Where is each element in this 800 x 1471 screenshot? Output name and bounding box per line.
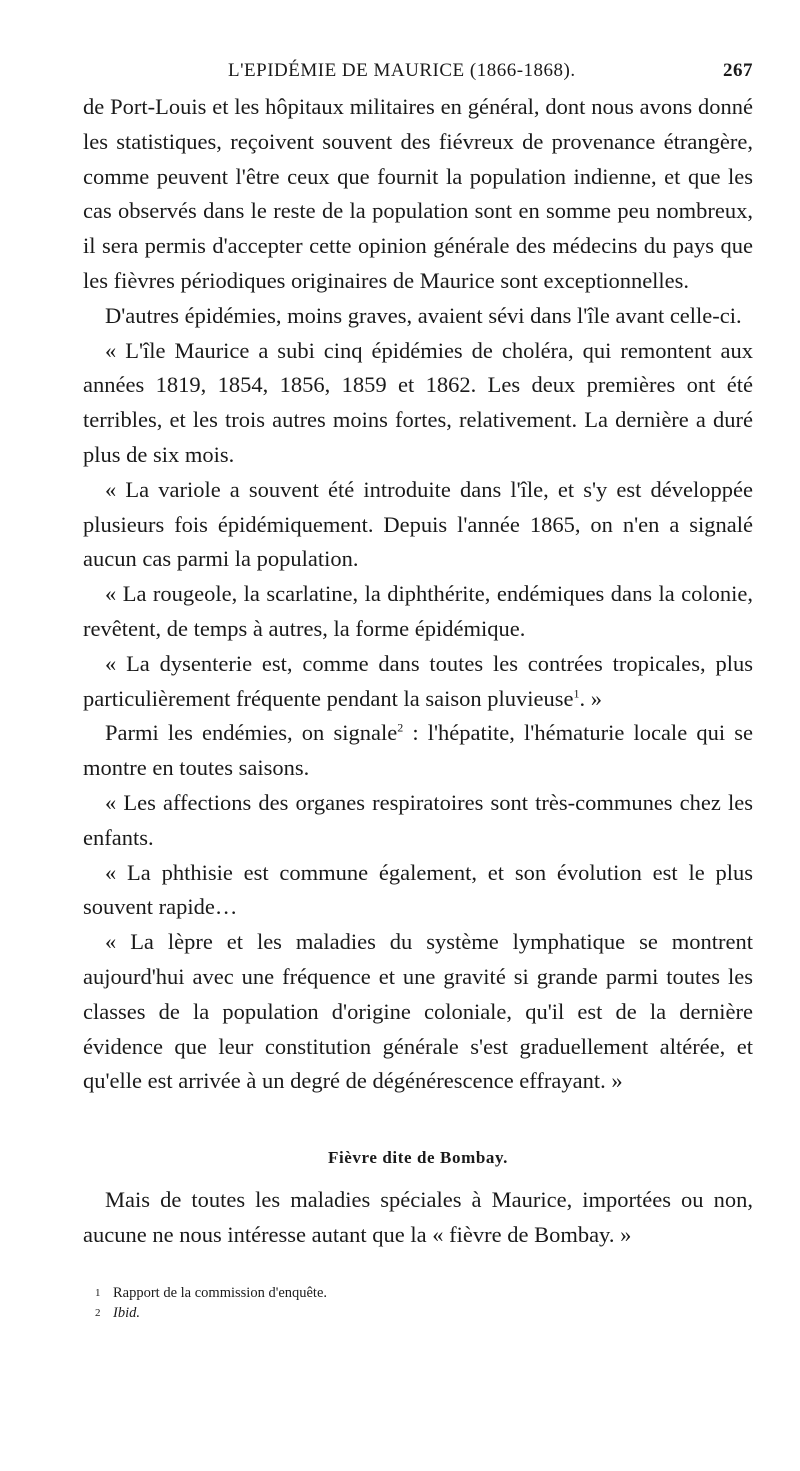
running-head — [83, 60, 753, 88]
paragraph-text-end: . » — [579, 685, 602, 711]
paragraph-text-end: : l'hépatite, l'hématurie locale qui se montre en toutes saisons. — [83, 720, 753, 781]
paragraph: « La rougeole, la scarlatine, la diphthérite, endémiques dans la colonie, revêtent, de temps à autres, la forme épidémique. — [83, 581, 753, 641]
page-number: 267 — [723, 60, 753, 81]
running-title: L'EPIDÉMIE DE MAURICE (1866-1868). — [228, 60, 576, 81]
footnote-ref: 2 — [397, 720, 404, 735]
footnotes — [83, 1283, 753, 1323]
body-text — [83, 90, 753, 1099]
paragraph: « L'île Maurice a subi cinq épidémies de choléra, qui remontent aux années 1819, 1854, 1856, 1859 et 1862. Les deux premières ont été terribles, et les trois autres moins fortes, relativement. La dernière a duré plus de six mois. — [83, 337, 753, 467]
footnote-marker: 1 — [95, 1287, 101, 1299]
section-text — [83, 1183, 753, 1253]
footnote-ref: 1 — [573, 686, 580, 701]
paragraph: « La variole a souvent été introduite dans l'île, et s'y est développée plusieurs fois épidémiquement. Depuis l'année 1865, on n'en a signalé aucun cas parmi la population. — [83, 476, 753, 572]
footnote — [83, 1283, 753, 1303]
paragraph — [83, 716, 753, 786]
paragraph: « Les affections des organes respiratoires sont très-communes chez les enfants. — [83, 789, 753, 850]
paragraph: de Port-Louis et les hôpitaux militaires en général, dont nous avons donné les statistiques, reçoivent souvent des fiévreux de provenance étrangère, comme peuvent l'être ceux que fournit la population indienne, et que les cas observés dans le reste de la population sont en somme peu nombreux, il sera permis d'accepter cette opinion générale des médecins du pays que les fièvres périodiques originaires de Maurice sont exceptionnelles. — [83, 94, 753, 293]
paragraph: Mais de toutes les maladies spéciales à Maurice, importées ou non, aucune ne nous intéresse autant que la « fièvre de Bombay. » — [83, 1187, 753, 1247]
section-heading: Fièvre dite de Bombay. — [327, 1148, 509, 1167]
footnote-text: Ibid. — [113, 1305, 140, 1321]
footnote-text: Rapport de la commission d'enquête. — [113, 1285, 328, 1301]
footnote-marker: 2 — [95, 1307, 101, 1319]
paragraph-text: Parmi les endémies, on signale — [105, 720, 398, 746]
footnote — [83, 1303, 753, 1323]
paragraph-text: « La dysenterie est, comme dans toutes les contrées tropicales, plus particulièrement fréquente pendant la saison pluvieuse — [83, 650, 753, 711]
paragraph: « La lèpre et les maladies du système lymphatique se montrent aujourd'hui avec une fréquence et une gravité si grande parmi toutes les classes de la population d'origine coloniale, qu'il est de la dernière évidence que leur constitution générale s'est graduellement altérée, et qu'elle est arrivée à un degré de dégénérescence effrayant. » — [83, 929, 753, 1094]
paragraph: « La phthisie est commune également, et son évolution est le plus souvent rapide… — [83, 859, 753, 920]
paragraph — [83, 647, 753, 717]
paragraph: D'autres épidémies, moins graves, avaient sévi dans l'île avant celle-ci. — [105, 302, 742, 328]
